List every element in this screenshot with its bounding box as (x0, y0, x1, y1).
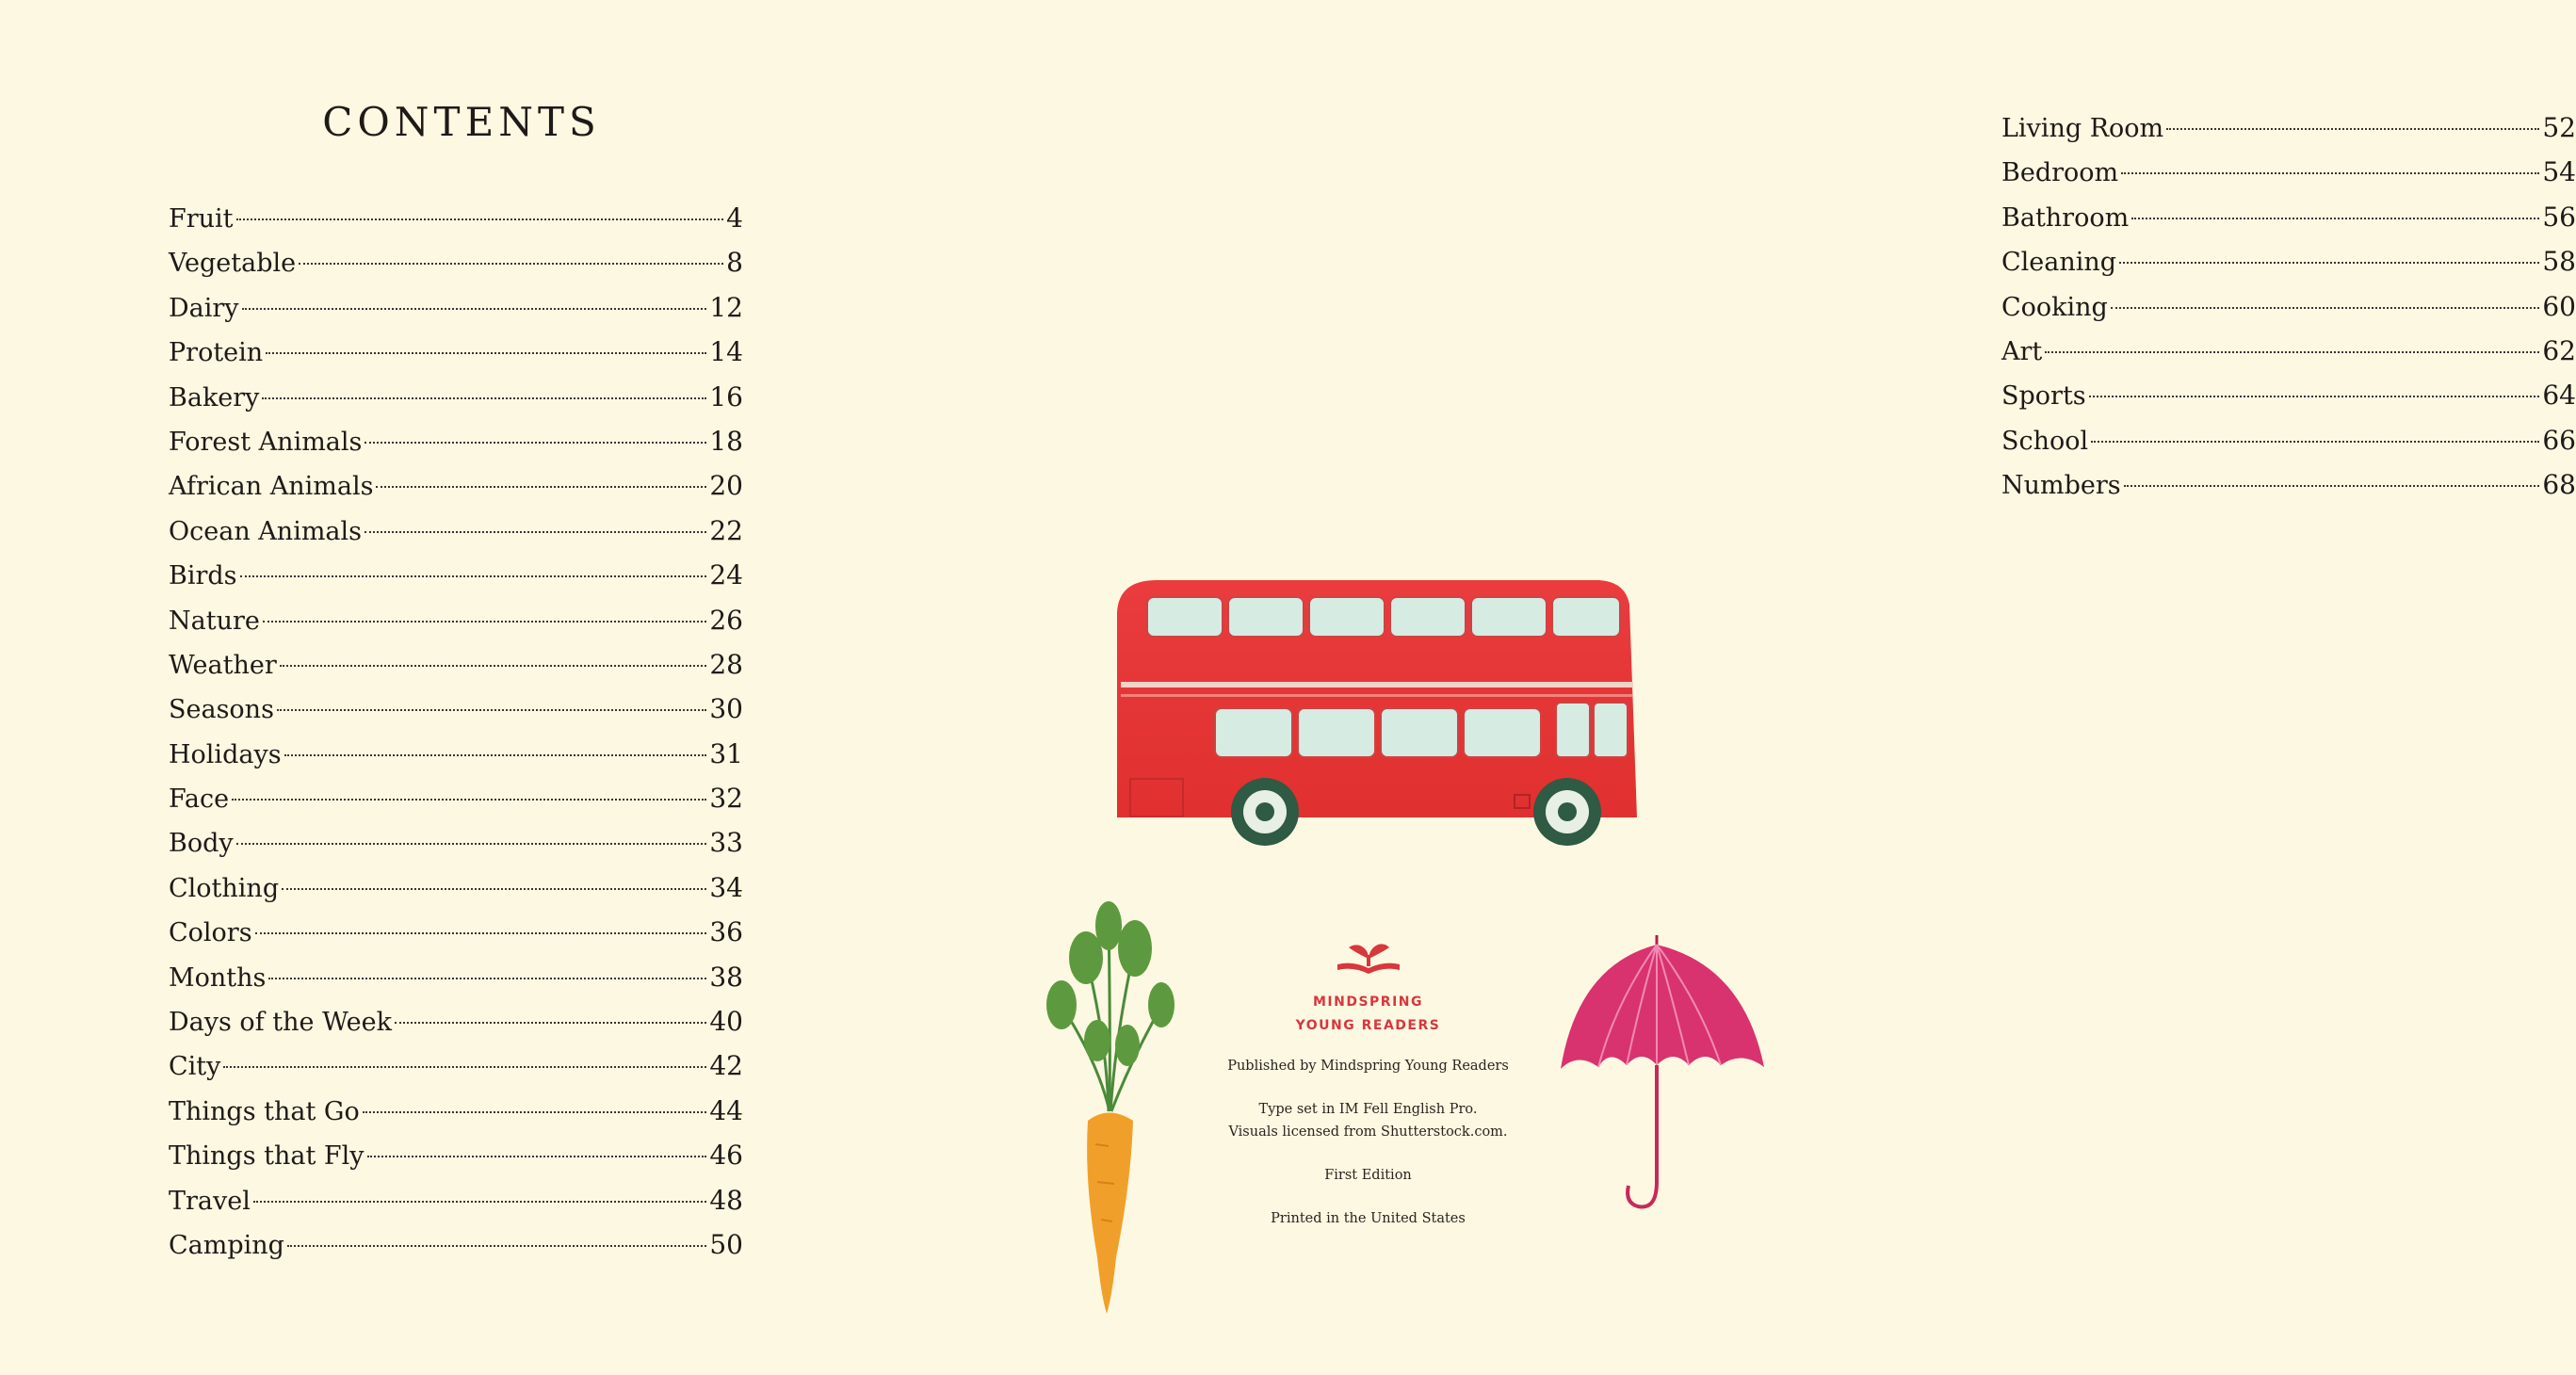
toc-entry-title: Weather (169, 650, 277, 680)
toc-page-number: 24 (709, 559, 743, 591)
toc-entry-title: Protein (169, 338, 264, 368)
dot-leader (299, 263, 723, 265)
toc-page-number: 38 (709, 961, 743, 993)
toc-entry-title: Months (169, 962, 267, 993)
toc-entry-title: Living Room (2001, 114, 2164, 143)
dot-leader (282, 888, 706, 890)
dot-leader (242, 308, 707, 310)
umbrella-icon (1549, 928, 1775, 1220)
toc-page-number: 68 (2542, 469, 2576, 501)
toc-entry-title: Things that Go (169, 1096, 360, 1126)
dot-leader (2089, 396, 2540, 397)
toc-entry-title: Cooking (2001, 292, 2108, 322)
toc-entry (169, 463, 743, 508)
toc-entry (2001, 239, 2576, 283)
dot-leader (280, 665, 707, 667)
toc-entry (169, 285, 743, 330)
toc-page-number: 26 (709, 604, 743, 636)
toc-page-number: 66 (2542, 424, 2576, 456)
dot-leader (367, 1156, 707, 1157)
toc-page-number: 52 (2542, 112, 2576, 143)
toc-entry-title: Holidays (169, 739, 282, 769)
toc-page-number: 20 (709, 470, 743, 502)
toc-entry (169, 375, 743, 419)
dot-leader (287, 1245, 706, 1247)
edition-text: First Edition (1324, 1168, 1412, 1183)
toc-entry (169, 419, 743, 463)
toc-page-number: 64 (2542, 380, 2576, 412)
dot-leader (236, 218, 724, 220)
toc-entry (169, 999, 743, 1043)
toc-page-number: 62 (2542, 334, 2576, 366)
toc-entry-title: Ocean Animals (169, 516, 363, 546)
toc-entry-title: Bedroom (2001, 158, 2119, 188)
toc-page-number: 56 (2542, 201, 2576, 233)
toc-page-number: 31 (709, 737, 743, 769)
visuals-credit-text: Visuals licensed from Shutterstock.com. (1228, 1124, 1508, 1140)
toc-entry (169, 1178, 743, 1222)
dot-leader (277, 709, 706, 711)
dot-leader (2045, 351, 2539, 353)
toc-entry-title: Camping (169, 1230, 284, 1260)
toc-entry (169, 240, 743, 284)
toc-page-number: 46 (709, 1140, 743, 1172)
toc-entry (169, 1089, 743, 1133)
toc-entry-title: Colors (169, 918, 252, 948)
toc-entry-title: Body (169, 829, 234, 859)
toc-entry (169, 820, 743, 865)
dot-leader (268, 978, 706, 979)
toc-entry (2001, 373, 2576, 417)
toc-entry-title: Days of the Week (169, 1008, 392, 1038)
toc-entry-title: Travel (169, 1186, 251, 1216)
toc-entry-title: Bakery (169, 382, 260, 412)
toc-entry (2001, 195, 2576, 239)
printed-in-text: Printed in the United States (1271, 1211, 1466, 1226)
toc-page-number: 34 (709, 871, 743, 903)
dot-leader (2111, 307, 2540, 309)
dot-leader (240, 575, 707, 577)
toc-entry-title: Seasons (169, 695, 274, 725)
publisher-name-line1: MINDSPRING (1312, 995, 1424, 1010)
left-page (0, 0, 916, 1375)
toc-page-number: 12 (709, 291, 743, 323)
toc-entry-title: Bathroom (2001, 202, 2130, 233)
toc-page-number: 16 (709, 380, 743, 412)
dot-leader (365, 442, 706, 444)
contents-title: CONTENTS (322, 99, 601, 145)
toc-page-number: 54 (2542, 156, 2576, 188)
toc-entry-title: Fruit (169, 204, 234, 234)
sprout-book-logo-icon (1336, 942, 1401, 978)
toc-page-number: 44 (709, 1094, 743, 1126)
toc-entry-title: Face (169, 785, 230, 815)
dot-leader (2119, 262, 2539, 264)
carrot-icon (1041, 899, 1173, 1323)
toc-page-number: 30 (709, 693, 743, 725)
dot-leader (2131, 218, 2539, 219)
toc-entry (2001, 418, 2576, 462)
toc-page-number: 48 (709, 1184, 743, 1216)
toc-entry (2001, 105, 2576, 150)
toc-page-number: 33 (709, 827, 743, 859)
toc-page-number: 32 (709, 783, 743, 815)
toc-entry (169, 553, 743, 597)
toc-entry (2001, 150, 2576, 194)
toc-entry (2001, 329, 2576, 373)
toc-entry-title: Dairy (169, 293, 239, 323)
toc-page-number: 58 (2542, 246, 2576, 278)
toc-entry-title: Vegetable (169, 249, 297, 279)
toc-entry (169, 955, 743, 999)
toc-entry (2001, 462, 2576, 507)
toc-entry-title: Birds (169, 561, 237, 591)
toc-page-number: 8 (726, 247, 743, 279)
toc-entry (2001, 284, 2576, 329)
toc-entry-title: Clothing (169, 873, 280, 903)
toc-page-number: 18 (709, 425, 743, 457)
dot-leader (262, 397, 706, 399)
toc-entry-title: Sports (2001, 381, 2086, 412)
publisher-name (1215, 991, 1521, 1038)
publisher-name-line2: YOUNG READERS (1295, 1018, 1441, 1033)
dot-leader (236, 843, 707, 845)
toc-entry-title: Cleaning (2001, 248, 2117, 278)
dot-leader (2121, 172, 2539, 174)
typeset-text: Type set in IM Fell English Pro. (1258, 1102, 1478, 1117)
toc-page-number: 50 (709, 1228, 743, 1260)
dot-leader (255, 932, 707, 934)
toc-entry (169, 732, 743, 776)
dot-leader (2124, 485, 2540, 487)
dot-leader (376, 486, 706, 488)
toc-entry (169, 642, 743, 687)
dot-leader (253, 1201, 706, 1203)
toc-page-number: 22 (709, 514, 743, 546)
toc-entry (169, 910, 743, 954)
toc-entry (169, 598, 743, 642)
dot-leader (263, 621, 707, 623)
toc-entry (169, 1133, 743, 1177)
dot-leader (2091, 441, 2539, 443)
imprint-block (1215, 942, 1521, 1230)
toc-entry (169, 776, 743, 820)
toc-list-right (2001, 105, 2576, 508)
toc-entry-title: Nature (169, 606, 260, 636)
toc-entry-title: African Animals (169, 472, 374, 502)
dot-leader (365, 531, 706, 533)
dot-leader (223, 1066, 706, 1068)
toc-entry (169, 196, 743, 240)
toc-page-number: 28 (709, 648, 743, 680)
toc-entry-title: School (2001, 426, 2089, 456)
toc-page-number: 4 (726, 202, 743, 234)
toc-list-left (169, 196, 743, 1267)
toc-entry (169, 865, 743, 910)
toc-entry (169, 330, 743, 374)
toc-page-number: 36 (709, 916, 743, 948)
toc-entry-title: Things that Fly (169, 1141, 365, 1172)
dot-leader (395, 1022, 706, 1024)
toc-entry (169, 509, 743, 553)
toc-entry-title: Art (2001, 336, 2043, 366)
double-decker-bus-icon (1110, 576, 1642, 848)
toc-entry-title: Numbers (2001, 471, 2121, 501)
dot-leader (284, 754, 707, 756)
published-by-text: Published by Mindspring Young Readers (1227, 1059, 1509, 1074)
toc-entry-title: Forest Animals (169, 427, 363, 457)
dot-leader (363, 1111, 707, 1113)
toc-entry (169, 1222, 743, 1267)
toc-page-number: 60 (2542, 290, 2576, 322)
toc-page-number: 42 (709, 1050, 743, 1082)
toc-entry-title: City (169, 1052, 221, 1082)
dot-leader (232, 799, 706, 801)
dot-leader (2166, 128, 2539, 130)
dot-leader (266, 352, 706, 354)
toc-page-number: 40 (709, 1006, 743, 1038)
toc-page-number: 14 (709, 336, 743, 368)
toc-entry (169, 687, 743, 731)
toc-entry (169, 1043, 743, 1088)
